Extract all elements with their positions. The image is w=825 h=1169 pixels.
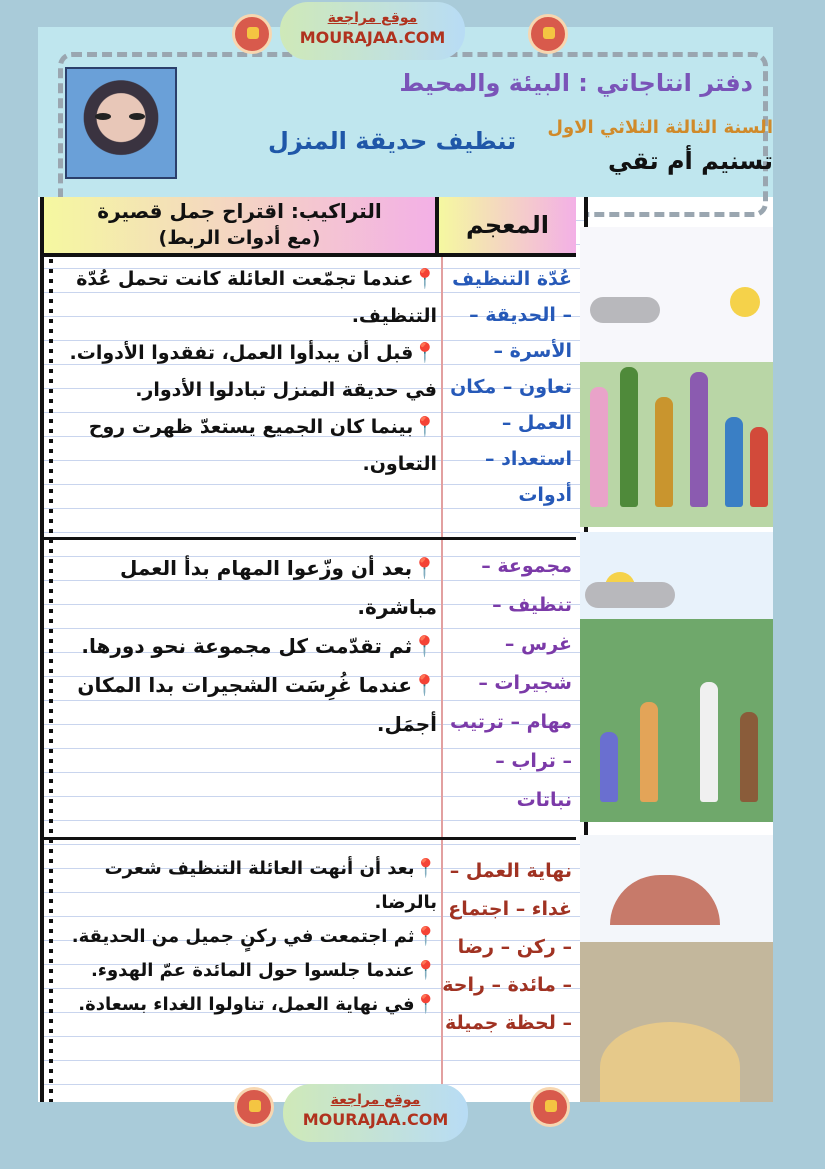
person-figure <box>590 387 608 507</box>
person-figure <box>655 397 673 507</box>
pin-icon: 📍 <box>412 556 437 580</box>
header-lexicon <box>439 197 576 257</box>
row-divider <box>44 837 576 840</box>
header-structures-line1: التراكيب: اقتراح جمل قصيرة <box>97 199 382 223</box>
site-logo-icon <box>232 14 272 54</box>
cloud-icon <box>585 582 675 608</box>
sentence: 📍بعد أن وزّعوا المهام بدأ العمل مباشرة. <box>120 556 437 619</box>
sentence: 📍بعد أن أنهت العائلة التنظيف شعرت بالرضا. <box>104 858 437 913</box>
watermark-bottom[interactable]: موقع مراجعة MOURAJAA.COM <box>283 1084 468 1142</box>
header-structures <box>44 197 439 257</box>
sentence: 📍ثم تقدّمت كل مجموعة نحو دورها. <box>81 634 437 658</box>
pin-icon: 📍 <box>412 634 437 658</box>
pin-icon: 📍 <box>413 268 437 290</box>
sentence: 📍عندما غُرِسَت الشجيرات بدا المكان أجمَل. <box>77 673 437 736</box>
sentence: 📍في نهاية العمل، تناولوا الغداء بسعادة. <box>78 994 437 1015</box>
dotted-border <box>49 259 53 1102</box>
author-name: تسنيم أم تقي <box>608 147 773 175</box>
person-figure <box>740 712 758 802</box>
garden-path <box>600 1022 740 1102</box>
sentence: 📍ثم اجتمعت في ركنٍ جميل من الحديقة. <box>71 926 437 947</box>
sentence: 📍قبل أن يبدأوا العمل، تفقدوا الأدوات. في حديقة المنزل تبادلوا الأدوار. <box>69 342 437 401</box>
row-divider <box>44 537 576 540</box>
lesson-table <box>40 197 588 1102</box>
person-figure <box>640 702 658 802</box>
person-figure <box>725 417 743 507</box>
person-figure <box>620 367 638 507</box>
sun-icon <box>730 287 760 317</box>
pin-icon: 📍 <box>414 994 437 1015</box>
row1-lexicon: عُدّة التنظيف – الحديقة – الأسرة – تعاون – مكان العمل – استعداد – أدوات <box>450 268 572 506</box>
worksheet <box>38 27 773 1102</box>
planting-illustration <box>580 532 773 822</box>
site-logo-icon <box>530 1087 570 1127</box>
person-figure <box>690 372 708 507</box>
cloud-icon <box>590 297 660 323</box>
sentence: 📍بينما كان الجميع يستعدّ ظهرت روح التعاون. <box>88 416 437 475</box>
row2-sentences <box>62 549 437 744</box>
school-level: السنة الثالثة الثلاثي الاول <box>547 117 773 138</box>
site-logo-icon <box>234 1087 274 1127</box>
pin-icon: 📍 <box>414 858 437 879</box>
watermark-top[interactable]: موقع مراجعة MOURAJAA.COM <box>280 2 465 60</box>
lesson-subtitle: تنظيف حديقة المنزل <box>268 127 517 155</box>
pin-icon: 📍 <box>412 673 437 697</box>
pin-icon: 📍 <box>414 926 437 947</box>
row1-sentences <box>62 261 437 483</box>
row3-lexicon: نهاية العمل – غداء – اجتماع – ركن – رضا – مائدة – راحة – لحظة جميلة <box>442 860 572 1034</box>
site-logo-icon <box>528 14 568 54</box>
row2-lexicon: مجموعة – تنظيف – غرس – شجيرات – مهام – ترتيب – تراب – نباتات <box>449 555 572 811</box>
pin-icon: 📍 <box>414 960 437 981</box>
header-lexicon-text: المعجم <box>466 211 549 239</box>
pin-icon: 📍 <box>413 342 437 364</box>
sentence: 📍عندما تجمّعت العائلة كانت تحمل عُدّة التنظيف. <box>76 268 437 327</box>
header-structures-line2: (مع أدوات الربط) <box>158 227 321 249</box>
author-photo <box>65 67 177 179</box>
family-lunch-illustration <box>580 835 773 1102</box>
page-title: دفتر انتاجاتي : البيئة والمحيط <box>399 69 753 97</box>
person-figure <box>700 682 718 802</box>
umbrella-icon <box>610 875 720 925</box>
person-figure <box>750 427 768 507</box>
row3-sentences <box>62 852 437 1022</box>
person-figure <box>600 732 618 802</box>
sentence: 📍عندما جلسوا حول المائدة عمّ الهدوء. <box>90 960 437 981</box>
pin-icon: 📍 <box>413 416 437 438</box>
family-gathering-illustration <box>580 227 773 527</box>
